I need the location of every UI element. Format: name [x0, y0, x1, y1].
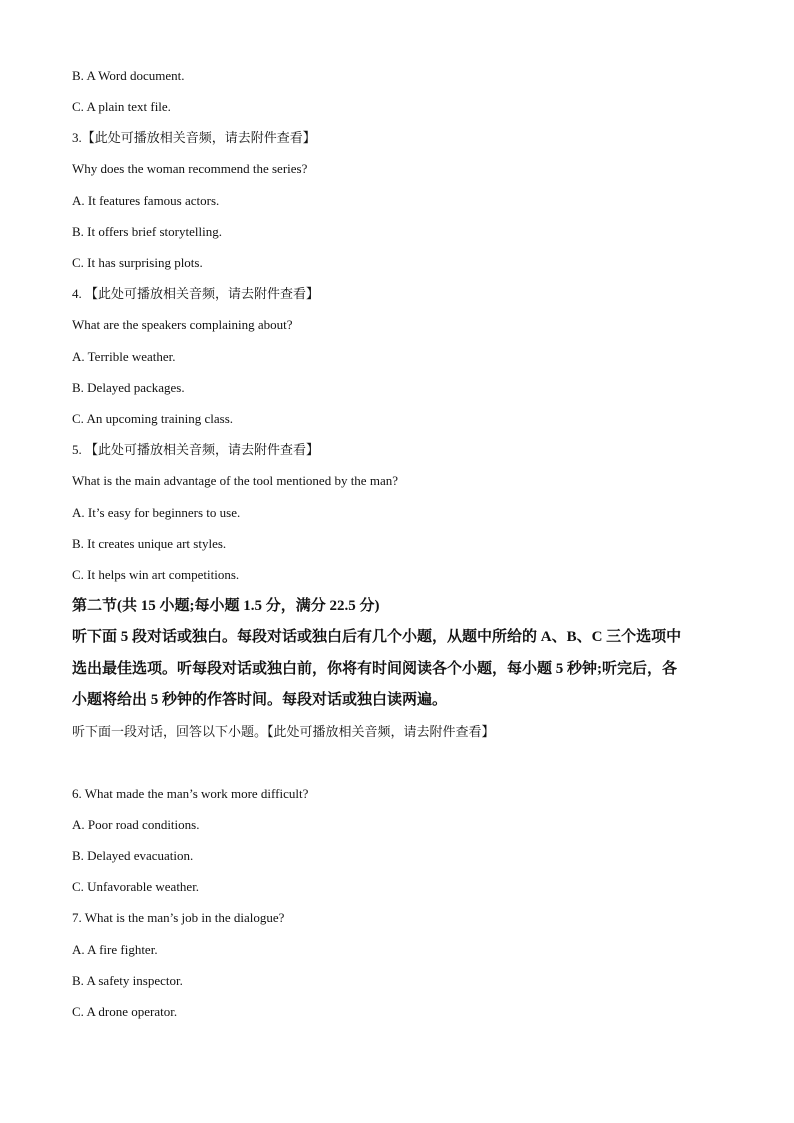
option-2b: B. A Word document. — [72, 68, 185, 83]
option-4b: B. Delayed packages. — [72, 380, 185, 395]
question-5-text: What is the main advantage of the tool mentioned by the man? — [72, 473, 398, 488]
section-heading: 第二节(共 15 小题;每小题 1.5 分，满分 22.5 分) — [72, 598, 380, 614]
option-4a: A. Terrible weather. — [72, 349, 176, 364]
option-6c: C. Unfavorable weather. — [72, 879, 200, 894]
option-6b: B. Delayed evacuation. — [72, 848, 194, 863]
question-3-text: Why does the woman recommend the series? — [72, 161, 308, 176]
question-6-text: 6. What made the man’s work more difficult? — [72, 786, 309, 801]
option-4c: C. An upcoming training class. — [72, 411, 234, 426]
section-instructions-line-1: 听下面 5 段对话或独白。每段对话或独白后有几个小题，从题中所给的 A、B、C 三个选项中 — [72, 629, 682, 645]
option-3c: C. It has surprising plots. — [72, 255, 203, 270]
question-4-text: What are the speakers complaining about? — [72, 317, 293, 332]
option-5a: A. It’s easy for beginners to use. — [72, 505, 241, 520]
section-instructions-line-2: 选出最佳选项。听每段对话或独白前，你将有时间阅读各个小题，每小题 5 秒钟;听完后，各 — [72, 661, 677, 677]
question-4-audio-note: 4. 【此处可播放相关音频，请去附件查看】 — [72, 286, 320, 301]
question-3-audio-note: 3.【此处可播放相关音频，请去附件查看】 — [72, 130, 316, 145]
section-instructions-line-3: 小题将给出 5 秒钟的作答时间。每段对话或独白读两遍。 — [72, 692, 448, 708]
option-2c: C. A plain text file. — [72, 99, 171, 114]
option-5c: C. It helps win art competitions. — [72, 567, 240, 582]
option-7a: A. A fire fighter. — [72, 942, 158, 957]
option-5b: B. It creates unique art styles. — [72, 536, 227, 551]
question-7-text: 7. What is the man’s job in the dialogue? — [72, 910, 285, 925]
option-6a: A. Poor road conditions. — [72, 817, 200, 832]
option-3a: A. It features famous actors. — [72, 193, 220, 208]
option-7b: B. A safety inspector. — [72, 973, 183, 988]
question-5-audio-note: 5. 【此处可播放相关音频，请去附件查看】 — [72, 442, 320, 457]
dialogue-intro: 听下面一段对话，回答以下小题。【此处可播放相关音频，请去附件查看】 — [72, 724, 495, 739]
option-3b: B. It offers brief storytelling. — [72, 224, 222, 239]
option-7c: C. A drone operator. — [72, 1004, 178, 1019]
